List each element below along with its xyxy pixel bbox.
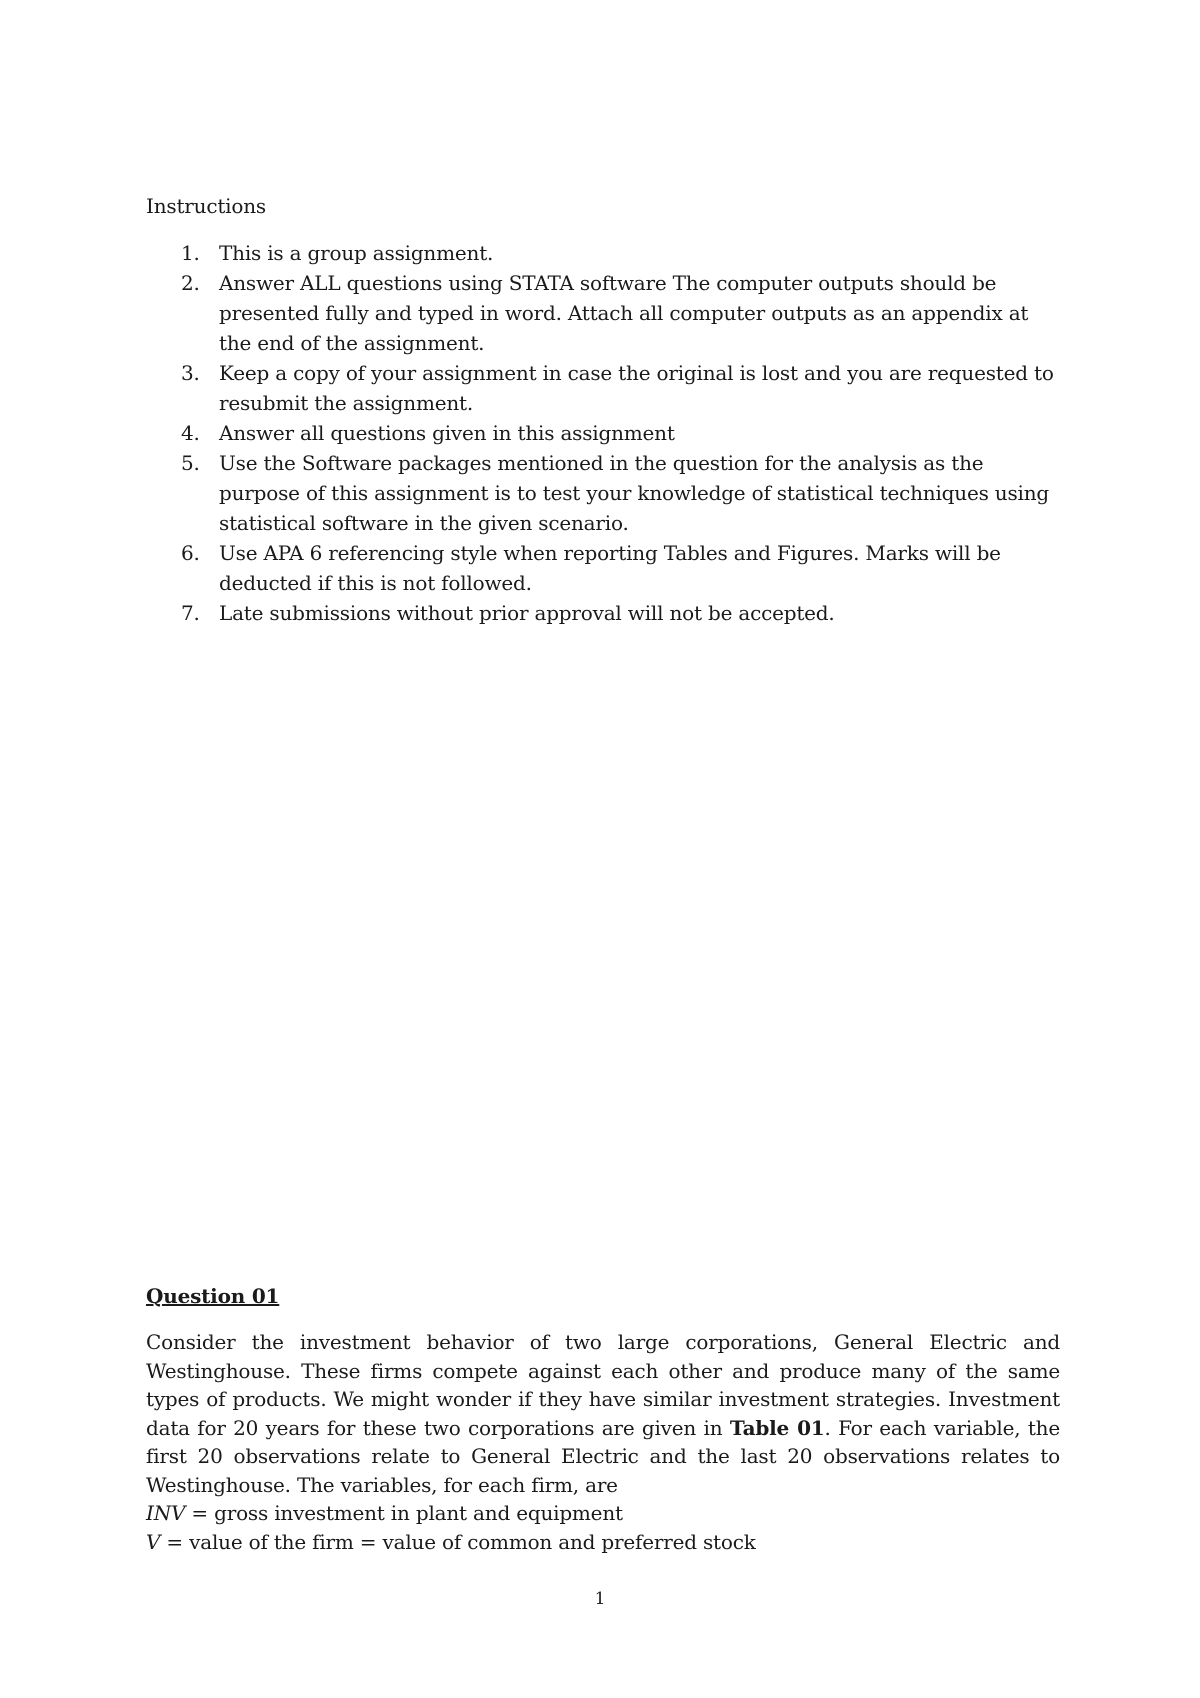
instructions-list <box>146 238 1066 628</box>
instruction-item <box>146 598 1066 628</box>
instruction-item <box>146 238 1066 268</box>
variable-description: = gross investment in plant and equipment <box>185 1501 623 1525</box>
variable-definition <box>146 1528 1060 1557</box>
variable-description: = value of the firm = value of common and preferred stock <box>160 1529 756 1554</box>
question-body-text-1: Consider the investment behavior of two large corporations, General Electric and Westinghouse. These firms compete against each other and produce many of the same types of products. We might wonder if they have similar investment strategies. Investment data for 20 years for these two corporations are given in <box>146 1330 1060 1440</box>
instruction-text: Late submissions without prior approval will not be accepted. <box>219 601 835 625</box>
variable-symbol: INV <box>146 1501 186 1525</box>
instructions-heading: Instructions <box>146 194 266 218</box>
instruction-item <box>146 358 1066 418</box>
page-number: 1 <box>594 1589 606 1609</box>
instruction-number: 4. <box>181 421 200 445</box>
instruction-item <box>146 448 1066 538</box>
instruction-text: Use APA 6 referencing style when reporting Tables and Figures. Marks will be deducted if this is not followed. <box>219 541 1001 595</box>
instruction-text: Use the Software packages mentioned in the question for the analysis as the purpose of this assignment is to test your knowledge of statistical techniques using statistical software in the given scenario. <box>219 451 1050 535</box>
instruction-text: This is a group assignment. <box>219 241 494 265</box>
question-body-text-2: . For each variable, the first 20 observations relate to General Electric and the last 20 observations relates to Westinghouse. The variables, for each firm, are <box>146 1415 1060 1497</box>
instruction-number: 7. <box>181 601 200 625</box>
instruction-text: Answer all questions given in this assignment <box>219 421 675 445</box>
variable-definition <box>146 1499 1060 1528</box>
instruction-text: Keep a copy of your assignment in case the original is lost and you are requested to resubmit the assignment. <box>219 361 1054 415</box>
instruction-number: 3. <box>181 361 200 385</box>
variable-symbol: V <box>146 1529 161 1554</box>
question-title: Question 01 <box>146 1284 280 1308</box>
instruction-item <box>146 538 1066 598</box>
instruction-item <box>146 418 1066 448</box>
instruction-number: 1. <box>181 241 200 265</box>
table-reference: Table 01 <box>729 1415 825 1440</box>
instruction-item <box>146 268 1066 358</box>
question-section <box>146 1282 1060 1556</box>
question-body <box>146 1328 1060 1499</box>
instruction-number: 5. <box>181 451 200 475</box>
instruction-number: 2. <box>181 271 200 295</box>
instruction-number: 6. <box>181 541 200 565</box>
instruction-text: Answer ALL questions using STATA software The computer outputs should be presented fully and typed in word. Attach all computer outputs as an appendix at the end of the assignment. <box>219 271 1029 355</box>
